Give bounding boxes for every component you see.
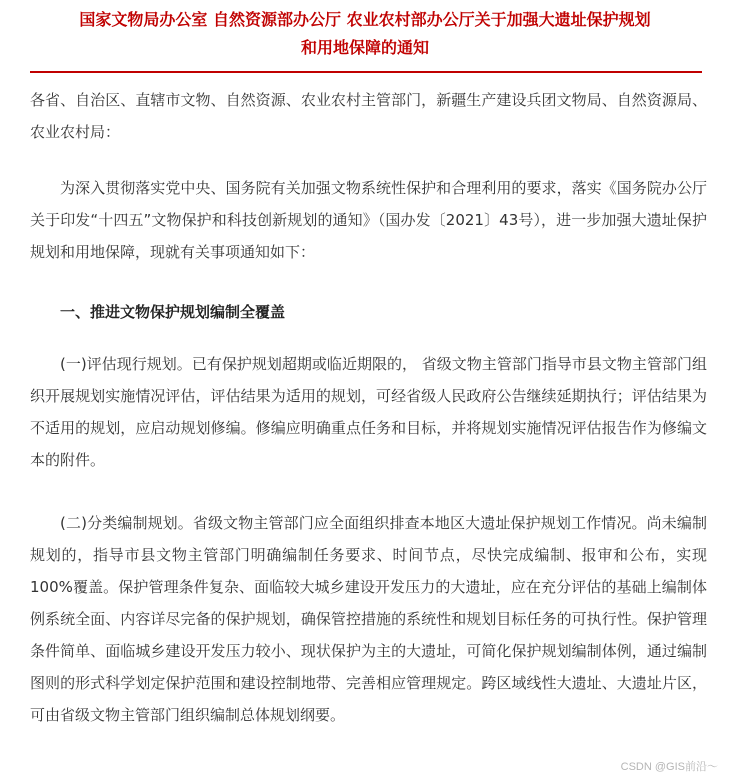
- source-watermark: CSDN @GIS前沿～: [620, 761, 718, 773]
- section-item-1-paragraph: (一)评估现行规划。已有保护规划超期或临近期限的， 省级文物主管部门指导市县文物主管部门组织开展规划实施情况评估，评估结果为适用的规划，可经省级人民政府公告继续延期执行；评估结果为不适用的规划，应启动规划修编。修编应明确重点任务和目标，并将规划实施情况评估报告作为修编文本的附件。: [30, 355, 707, 469]
- intro-paragraph: 为深入贯彻落实党中央、国务院有关加强文物系统性保护和合理利用的要求，落实《国务院办公厅关于印发“十四五”文物保护和科技创新规划的通知》（国办发〔2021〕43号），进一步加强大遗址保护规划和用地保障，现就有关事项通知如下：: [30, 179, 707, 261]
- addressee-paragraph: 各省、自治区、直辖市文物、自然资源、农业农村主管部门，新疆生产建设兵团文物局、自然资源局、农业农村局：: [30, 91, 707, 141]
- title-divider: [30, 71, 702, 73]
- document-title-line-1: 国家文物局办公室 自然资源部办公厅 农业农村部办公厅关于加强大遗址保护规划: [79, 10, 651, 29]
- document-title-line-2: 和用地保障的通知: [300, 38, 429, 57]
- document-title: [20, 6, 710, 62]
- section-heading: 一、推进文物保护规划编制全覆盖: [60, 303, 286, 321]
- section-item-2-paragraph: (二)分类编制规划。省级文物主管部门应全面组织排查本地区大遗址保护规划工作情况。尚未编制规划的，指导市县文物主管部门明确编制任务要求、时间节点，尽快完成编制、报审和公布，实现100%覆盖。保护管理条件复杂、面临较大城乡建设开发压力的大遗址，应在充分评估的基础上编制体例系统全面、内容详尽完备的保护规划，确保管控措施的系统性和规划目标任务的可执行性。保护管理条件简单、面临城乡建设开发压力较小、现状保护为主的大遗址，可简化保护规划编制体例，通过编制图则的形式科学划定保护范围和建设控制地带、完善相应管理规定。跨区域线性大遗址、大遗址片区，可由省级文物主管部门组织编制总体规划纲要。: [30, 514, 707, 724]
